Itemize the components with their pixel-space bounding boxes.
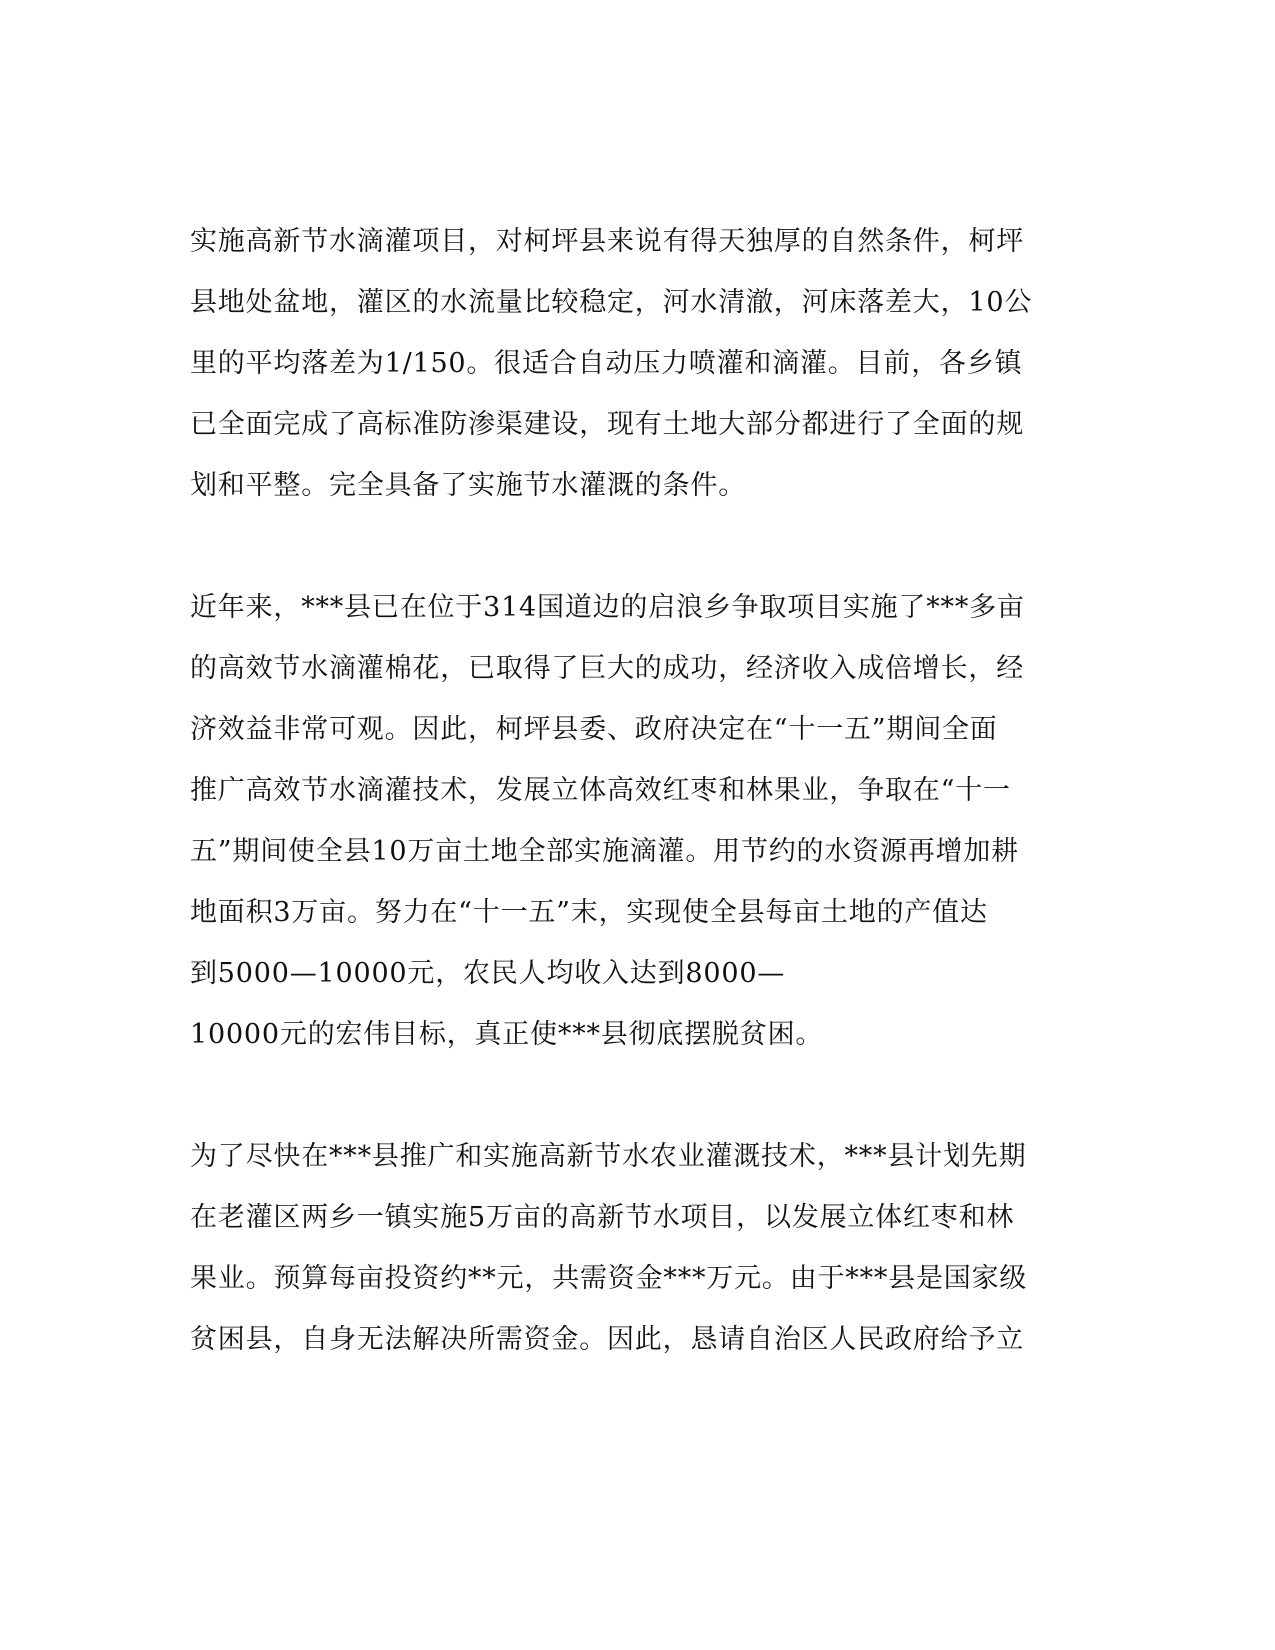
text-line: 济效益非常可观。因此，柯坪县委、政府决定在“十一五”期间全面 (190, 714, 998, 745)
text-line: 果业。预算每亩投资约**元，共需资金***万元。由于***县是国家级 (190, 1263, 1028, 1294)
text-line: 已全面完成了高标准防渗渠建设，现有土地大部分都进行了全面的规 (190, 409, 1024, 440)
paragraph-spacer (190, 526, 1070, 587)
text-line: 10000元的宏伟目标，真正使***县彻底摆脱贫困。 (190, 1019, 824, 1050)
document-body (190, 221, 1070, 1380)
text-line: 近年来，***县已在位于314国道边的启浪乡争取项目实施了***多亩 (190, 592, 1025, 623)
text-line: 里的平均落差为1/150。很适合自动压力喷灌和滴灌。目前，各乡镇 (190, 348, 1023, 379)
text-line: 划和平整。完全具备了实施节水灌溉的条件。 (190, 470, 746, 501)
text-line: 推广高效节水滴灌技术，发展立体高效红枣和林果业，争取在“十一 (190, 775, 1011, 806)
text-line: 五”期间使全县10万亩土地全部实施滴灌。用节约的水资源再增加耕 (190, 836, 1019, 867)
text-line: 贫困县，自身无法解决所需资金。因此，恳请自治区人民政府给予立 (190, 1324, 1024, 1355)
text-line: 实施高新节水滴灌项目，对柯坪县来说有得天独厚的自然条件，柯坪 (190, 226, 1024, 257)
text-line: 县地处盆地，灌区的水流量比较稳定，河水清澈，河床落差大，10公 (190, 287, 1033, 318)
text-line: 的高效节水滴灌棉花，已取得了巨大的成功，经济收入成倍增长，经 (190, 653, 1024, 684)
text-line: 为了尽快在***县推广和实施高新节水农业灌溉技术，***县计划先期 (190, 1141, 1027, 1172)
paragraph-2 (190, 587, 1070, 1075)
text-line: 地面积3万亩。努力在“十一五”末，实现使全县每亩土地的产值达 (190, 897, 988, 928)
paragraph-1 (190, 221, 1070, 526)
paragraph-spacer (190, 1075, 1070, 1136)
paragraph-3 (190, 1136, 1070, 1380)
text-line: 到5000—10000元，农民人均收入达到8000— (190, 958, 786, 989)
text-line: 在老灌区两乡一镇实施5万亩的高新节水项目，以发展立体红枣和林 (190, 1202, 1015, 1233)
